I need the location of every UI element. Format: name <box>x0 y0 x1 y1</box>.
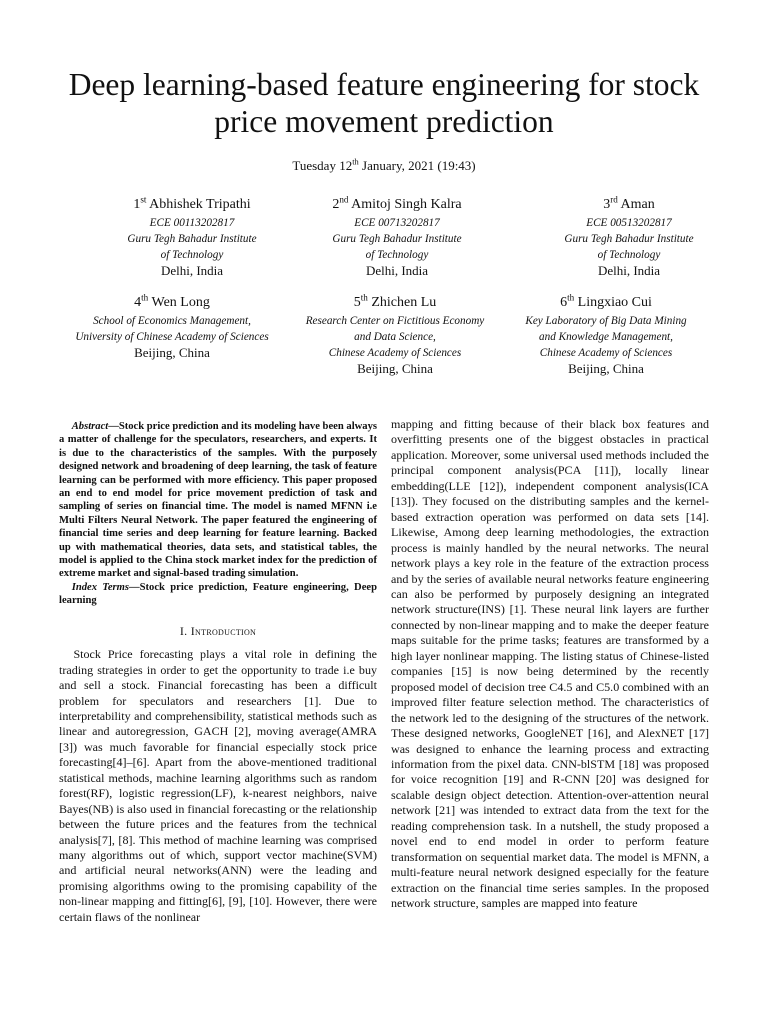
paper-title: Deep learning-based feature engineering for stock price movement prediction <box>68 67 700 139</box>
author-name: 4th Wen Long <box>134 292 210 310</box>
author-affiliation-line: Chinese Academy of Sciences <box>539 347 673 359</box>
author-affiliation-line: Guru Tegh Bahadur Institute <box>127 233 257 245</box>
author-affiliation-line: of Technology <box>365 249 429 261</box>
author-location: Delhi, India <box>597 263 661 278</box>
section-title: Introduction <box>190 623 257 638</box>
author-name: 1st Abhishek Tripathi <box>133 194 251 212</box>
author-location: Beijing, China <box>568 361 644 376</box>
author-affiliation-line: University of Chinese Academy of Sciences <box>75 331 269 343</box>
intro-paragraph-left: Stock Price forecasting plays a vital role in defining the trading strategies in order to get the opportunity to trade i.e buy and sell a stock. Financial forecasting has been a difficult problem for speculators and researchers [1]. Due to interpretability and comprehensibility, statistical methods such as linear and autoregression, GACH [2], moving average(AMRA [3]) was much favorable for financial especially stock price forecasting[4]–[6]. Apart from the above-mentioned traditional statistical methods, machine learning algorithms such as random forest(RF), logistic regression(LF), k-nearest neighbors, naive Bayes(NB) is also used in financial forecasting or the relationship between the future prices and the features from the technical analysis[7], [8]. This method of machine learning was comprised many algorithms out of which, support vector machine(SVM) and artificial neural networks(ANN) were the leading and promising algorithms owing to the promising capability of the non-linear mapping and fitting[6], [9], [10]. However, there were certain flaws of the nonlinear <box>59 647 377 924</box>
author-affiliation-line: of Technology <box>597 249 661 261</box>
date-sup: th <box>352 156 359 167</box>
author-block-4 <box>54 292 290 361</box>
section-heading <box>59 624 377 639</box>
author-location: Beijing, China <box>357 361 433 376</box>
author-name: 2nd Amitoj Singh Kalra <box>332 194 462 212</box>
right-column <box>391 417 709 912</box>
author-affiliation-line: Key Laboratory of Big Data Mining <box>525 315 687 327</box>
author-affiliation-line: ECE 00713202817 <box>354 217 440 229</box>
paper-date <box>0 158 768 174</box>
author-affiliation-line: of Technology <box>160 249 224 261</box>
author-location: Delhi, India <box>365 263 429 278</box>
author-name: 5th Zhichen Lu <box>353 292 437 310</box>
author-name: 3rd Aman <box>603 194 655 212</box>
author-affiliation-line: ECE 00113202817 <box>149 217 235 229</box>
author-location: Delhi, India <box>160 263 224 278</box>
author-block-1 <box>92 194 292 279</box>
abstract-label: Abstract <box>71 421 109 432</box>
index-terms-text: —Stock price prediction, Feature engineering, Deep learning <box>59 581 377 607</box>
author-affiliation-line: and Knowledge Management, <box>539 331 673 343</box>
author-location: Beijing, China <box>134 345 210 360</box>
author-block-3 <box>526 194 732 279</box>
date-rest: January, 2021 (19:43) <box>358 158 476 173</box>
date-day: Tuesday 12 <box>292 158 353 173</box>
intro-paragraph-right: mapping and fitting because of their black box features and overfitting presents one of the biggest obstacles in practical application. Moreover, some universal used methods included the principal component analysis(PCA [11]), locally linear embedding(LLE [12]), independent component analysis(ICA [13]). They focused on the distributing samples and the kernel-based extraction operation was performed on data sets [14]. Likewise, Among deep learning methodologies, the extraction process is mainly handled by the neural networks. The neural network plays a key role in the feature of the extraction process and by the series of available neural networks feature engineering can also be performed by purposely designing an integrated network structure(INS) [1]. These neural link layers are further connected by non-linear mapping and to make the deeper feature maps suitable for the prime tasks; features are transformed by a high layer nonlinear mapping. The listing status of Chinese-listed companies [15] is now being determined by the recently proposed model of decision tree C4.5 and C5.0 combined with an improved filter feature selection method. The characteristics of the network led to the designing of the structures of the network. These designed networks, GoogleNET [16], and AlexNET [17] was designed to enhance the learning process and extracting information from the pixel data. CNN-blSTM [18] was proposed for voice recognition [19] and R-CNN [20] was designed for scalable design object detection. Attention-over-attention neural network [21] was intended to extract data from the text for the reading comprehension task. In a nutshell, the study proposed a novel end to end model in order to perform feature transformation on sequential market data. The model is MFNN, a multi-feature neural network designed especially for the feature extraction on the financial time series samples. In the proposed network structure, samples are mapped into feature <box>391 417 709 911</box>
author-block-2 <box>294 194 500 279</box>
author-name: 6th Lingxiao Cui <box>560 292 652 310</box>
author-affiliation-line: Research Center on Fictitious Economy <box>305 315 485 327</box>
abstract-text: —Stock price prediction and its modeling have been always a matter of challenge for the speculators, researchers, and experts. It is due to the characteristics of the samples. With the purposely designed network and broadening of deep learning, the task of feature learning can be performed with more efficiency. This paper proposed an end to end model for price movement prediction of task and sampling of series on financial time. The model is named MFNN i.e Multi Filters Neural Network. The paper featured the engineering of financial time series and deep learning for feature learning. Backed up with mathematical theories, data sets, and statistical tables, the model is applied to the China stock market index for the prediction of extreme market and signal-based trading simulation. <box>59 421 377 580</box>
author-affiliation-line: and Data Science, <box>354 331 436 343</box>
abstract <box>59 420 377 608</box>
author-block-5 <box>288 292 502 377</box>
left-column <box>59 420 377 925</box>
index-terms-label: Index Terms <box>71 581 130 593</box>
author-affiliation-line: Guru Tegh Bahadur Institute <box>564 233 694 245</box>
author-block-6 <box>506 292 706 377</box>
author-affiliation-line: School of Economics Management, <box>93 315 251 327</box>
section-number: I. <box>179 623 188 638</box>
author-affiliation-line: Guru Tegh Bahadur Institute <box>332 233 462 245</box>
author-affiliation-line: ECE 00513202817 <box>586 217 672 229</box>
author-affiliation-line: Chinese Academy of Sciences <box>328 347 462 359</box>
